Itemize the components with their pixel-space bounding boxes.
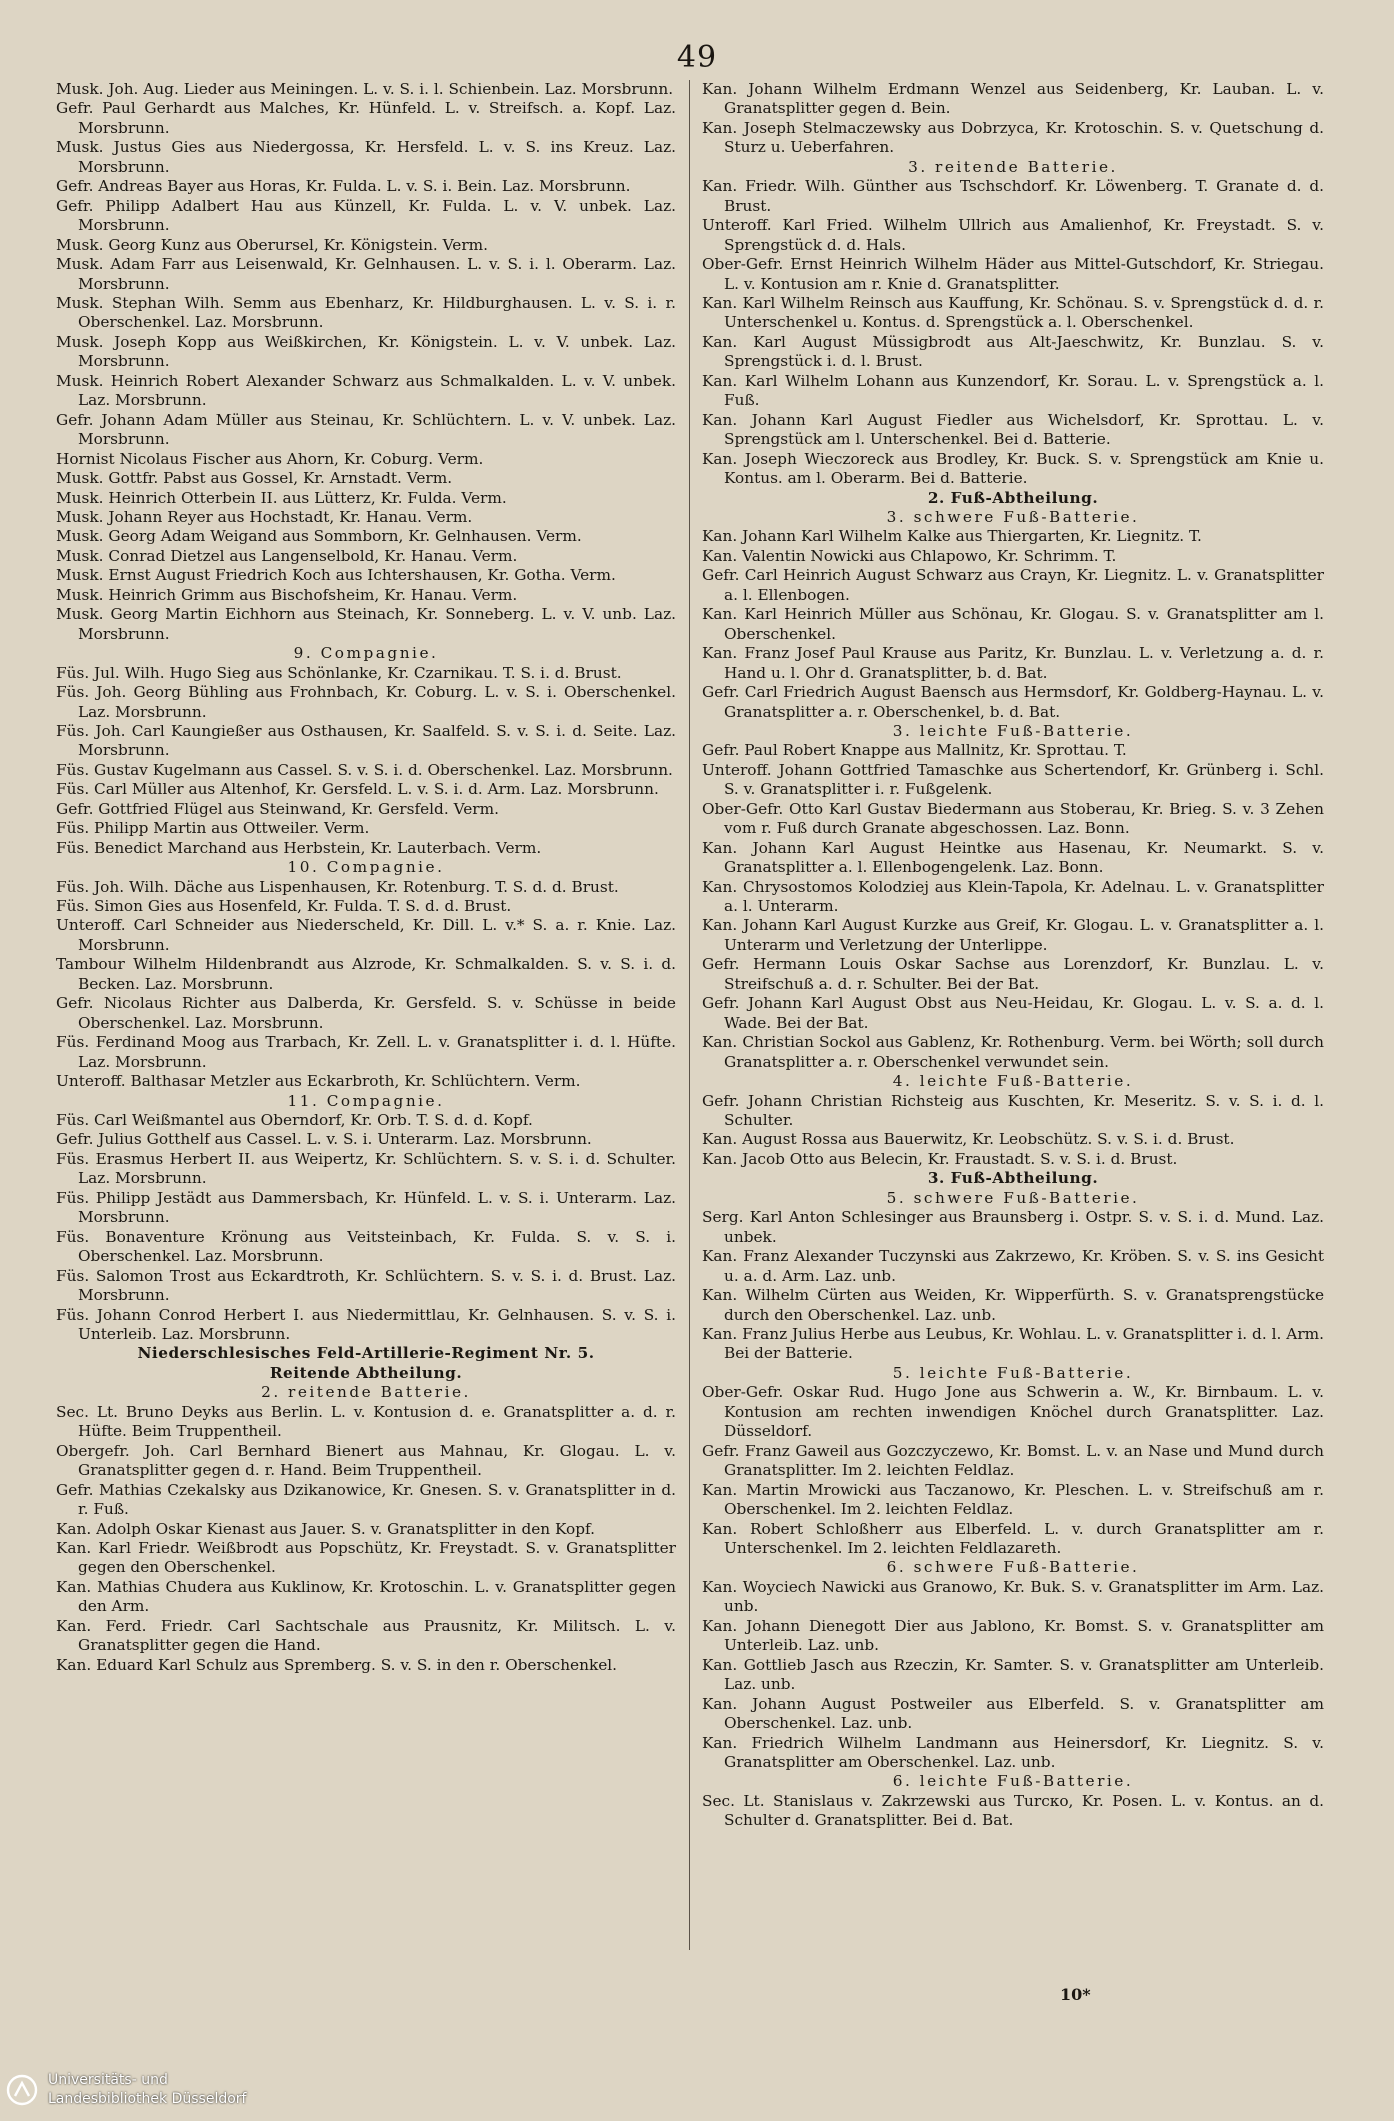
casualty-entry: Kan. Johann Karl August Kurzke aus Greif, Kr. Glogau. L. v. Granatsplitter a. l. Unterarm und Verletzung der Unterlippe. [702, 916, 1324, 954]
casualty-entry: Kan. August Rossa aus Bauerwitz, Kr. Leobschütz. S. v. S. i. d. Brust. [702, 1130, 1235, 1149]
casualty-entry: Gefr. Gottfried Flügel aus Steinwand, Kr. Gersfeld. Verm. [56, 799, 499, 818]
casualty-entry: Kan. Johann Wilhelm Erdmann Wenzel aus Seidenberg, Kr. Lauban. L. v. Granatsplitter gegen d. Bein. [702, 80, 1324, 118]
casualty-entry: Gefr. Andreas Bayer aus Horas, Kr. Fulda. L. v. S. i. Bein. Laz. Morsbrunn. [56, 177, 631, 196]
casualty-entry: Gefr. Carl Heinrich August Schwarz aus Crayn, Kr. Liegnitz. L. v. Granatsplitter a. l. Ellenbogen. [702, 566, 1324, 604]
unit-subheading: 5. leichte Fuß-Batterie. [892, 1363, 1134, 1382]
casualty-entry: Kan. Franz Alexander Tuczynski aus Zakrzewo, Kr. Kröben. S. v. S. ins Gesicht u. a. d. Arm. Laz. unb. [702, 1247, 1324, 1285]
casualty-entry: Kan. Friedrich Wilhelm Landmann aus Heinersdorf, Kr. Liegnitz. S. v. Granatsplitter am Oberschenkel. Laz. unb. [702, 1733, 1324, 1771]
casualty-entry: Musk. Georg Adam Weigand aus Sommborn, Kr. Gelnhausen. Verm. [56, 527, 582, 546]
casualty-entry: Ober-Gefr. Otto Karl Gustav Biedermann aus Stoberau, Kr. Brieg. S. v. 3 Zehen vom r. Fuß durch Granate abgeschossen. Laz. Bonn. [702, 799, 1324, 838]
casualty-entry: Füs. Philipp Martin aus Ottweiler. Verm. [56, 819, 370, 838]
casualty-entry: Kan. Robert Schloßherr aus Elberfeld. L. v. durch Granatsplitter am r. Unterschenkel. Im 2. leichten Feldlazareth. [702, 1519, 1324, 1557]
casualty-entry: Kan. Joseph Wieczoreck aus Brodley, Kr. Buck. S. v. Sprengstück am Knie u. Kontus. am l. Oberarm. Bei d. Batterie. [702, 449, 1324, 488]
section-heading: 3. Fuß-Abtheilung. [927, 1169, 1099, 1188]
column-divider [689, 80, 690, 1950]
casualty-entry: Kan. Johann Dienegott Dier aus Jablono, Kr. Bomst. S. v. Granatsplitter am Unterleib. Laz. unb. [702, 1616, 1324, 1655]
unit-subheading: 5. schwere Fuß-Batterie. [886, 1188, 1140, 1207]
watermark-line-2: Landesbibliothek Düsseldorf [48, 2090, 247, 2107]
unit-subheading: 11. Compagnie. [287, 1091, 445, 1110]
unit-subheading: 3. schwere Fuß-Batterie. [886, 507, 1140, 526]
casualty-entry: Kan. Jacob Otto aus Belecin, Kr. Fraustadt. S. v. S. i. d. Brust. [702, 1149, 1178, 1168]
casualty-entry: Füs. Johann Conrod Herbert I. aus Niedermittlau, Kr. Gelnhausen. S. v. S. i. Unterleib. Laz. Morsbrunn. [56, 1305, 676, 1343]
casualty-entry: Musk. Stephan Wilh. Semm aus Ebenharz, Kr. Hildburghausen. L. v. S. i. r. Oberschenkel. Laz. Morsbrunn. [56, 293, 676, 332]
right-column [702, 80, 1324, 1831]
casualty-entry: Füs. Bonaventure Krönung aus Veitsteinbach, Kr. Fulda. S. v. S. i. Oberschenkel. Laz. Morsbrunn. [56, 1227, 676, 1266]
casualty-entry: Kan. Martin Mrowicki aus Taczanowo, Kr. Pleschen. L. v. Streifschuß am r. Oberschenkel. Im 2. leichten Feldlaz. [702, 1480, 1324, 1519]
casualty-entry: Musk. Adam Farr aus Leisenwald, Kr. Gelnhausen. L. v. S. i. l. Oberarm. Laz. Morsbrunn. [56, 255, 676, 293]
casualty-entry: Musk. Heinrich Grimm aus Bischofsheim, Kr. Hanau. Verm. [56, 585, 518, 604]
casualty-entry: Kan. Chrysostomos Kolodziej aus Klein-Tapola, Kr. Adelnau. L. v. Granatsplitter a. l. Unterarm. [702, 877, 1324, 916]
casualty-entry: Gefr. Nicolaus Richter aus Dalberda, Kr. Gersfeld. S. v. Schüsse in beide Oberschenkel. Laz. Morsbrunn. [56, 994, 676, 1032]
casualty-entry: Kan. Karl Wilhelm Reinsch aus Kauffung, Kr. Schönau. S. v. Sprengstück d. d. r. Unterschenkel u. Kontus. d. Sprengstück a. l. Oberschenkel. [702, 293, 1324, 332]
casualty-entry: Kan. Franz Julius Herbe aus Leubus, Kr. Wohlau. L. v. Granatsplitter i. d. l. Arm. Bei der Batterie. [702, 1325, 1324, 1363]
casualty-entry: Unteroff. Johann Gottfried Tamaschke aus Schertendorf, Kr. Grünberg i. Schl. S. v. Granatsplitter i. r. Fußgelenk. [702, 760, 1324, 799]
unit-subheading: 9. Compagnie. [293, 644, 439, 663]
casualty-entry: Gefr. Paul Robert Knappe aus Mallnitz, Kr. Sprottau. T. [702, 741, 1127, 760]
section-heading: Reitende Abtheilung. [269, 1363, 463, 1382]
casualty-entry: Füs. Ferdinand Moog aus Trarbach, Kr. Zell. L. v. Granatsplitter i. d. l. Hüfte. Laz. Morsbrunn. [56, 1033, 676, 1071]
casualty-entry: Unteroff. Carl Schneider aus Niederscheld, Kr. Dill. L. v.* S. a. r. Knie. Laz. Morsbrunn. [56, 916, 676, 954]
signature-mark: 10* [1060, 1985, 1091, 2004]
casualty-entry: Gefr. Johann Christian Richsteig aus Kuschten, Kr. Meseritz. S. v. S. i. d. l. Schulter. [702, 1091, 1324, 1130]
watermark-line-1: Universitäts- und [48, 2071, 168, 2088]
casualty-entry: Füs. Gustav Kugelmann aus Cassel. S. v. S. i. d. Oberschenkel. Laz. Morsbrunn. [56, 760, 673, 779]
casualty-entry: Gefr. Carl Friedrich August Baensch aus Hermsdorf, Kr. Goldberg-Haynau. L. v. Granatsplitter a. r. Oberschenkel, b. d. Bat. [702, 683, 1324, 721]
casualty-entry: Sec. Lt. Bruno Deyks aus Berlin. L. v. Kontusion d. e. Granatsplitter a. d. r. Hüfte. Beim Truppentheil. [56, 1402, 676, 1441]
unit-subheading: 3. leichte Fuß-Batterie. [892, 721, 1134, 740]
casualty-entry: Gefr. Philipp Adalbert Hau aus Künzell, Kr. Fulda. L. v. V. unbek. Laz. Morsbrunn. [56, 196, 676, 235]
casualty-entry: Musk. Georg Martin Eichhorn aus Steinach, Kr. Sonneberg. L. v. V. unb. Laz. Morsbrunn. [56, 605, 676, 643]
casualty-entry: Füs. Joh. Carl Kaungießer aus Osthausen, Kr. Saalfeld. S. v. S. i. d. Seite. Laz. Morsbrunn. [56, 721, 676, 760]
casualty-entry: Gefr. Julius Gotthelf aus Cassel. L. v. S. i. Unterarm. Laz. Morsbrunn. [56, 1130, 592, 1149]
casualty-entry: Füs. Benedict Marchand aus Herbstein, Kr. Lauterbach. Verm. [56, 838, 542, 857]
casualty-entry: Ober-Gefr. Ernst Heinrich Wilhelm Häder aus Mittel-Gutschdorf, Kr. Striegau. L. v. Kontusion am r. Knie d. Granatsplitter. [702, 255, 1324, 293]
left-column [56, 80, 676, 1675]
casualty-entry: Musk. Joseph Kopp aus Weißkirchen, Kr. Königstein. L. v. V. unbek. Laz. Morsbrunn. [56, 332, 676, 371]
casualty-entry: Füs. Jul. Wilh. Hugo Sieg aus Schönlanke, Kr. Czarnikau. T. S. i. d. Brust. [56, 663, 622, 682]
casualty-entry: Kan. Joseph Stelmaczewsky aus Dobrzyca, Kr. Krotoschin. S. v. Quetschung d. Sturz u. Ueberfahren. [702, 118, 1324, 157]
casualty-entry: Gefr. Paul Gerhardt aus Malches, Kr. Hünfeld. L. v. Streifsch. a. Kopf. Laz. Morsbrunn. [56, 99, 676, 137]
casualty-entry: Kan. Eduard Karl Schulz aus Spremberg. S. v. S. in den r. Oberschenkel. [56, 1655, 618, 1674]
ulb-logo-icon [6, 2074, 38, 2106]
casualty-entry: Unteroff. Balthasar Metzler aus Eckarbroth, Kr. Schlüchtern. Verm. [56, 1072, 581, 1091]
casualty-entry: Unteroff. Karl Fried. Wilhelm Ullrich aus Amalienhof, Kr. Freystadt. S. v. Sprengstück d. d. Hals. [702, 216, 1324, 254]
casualty-entry: Sec. Lt. Stanislaus v. Zakrzewski aus Turско, Kr. Posen. L. v. Kontus. an d. Schulter d. Granatsplitter. Bei d. Bat. [702, 1791, 1324, 1830]
casualty-entry: Kan. Friedr. Wilh. Günther aus Tschschdorf. Kr. Löwenberg. T. Granate d. d. Brust. [702, 177, 1324, 215]
unit-subheading: 6. leichte Fuß-Batterie. [892, 1772, 1134, 1791]
page-number: 49 [676, 40, 718, 75]
casualty-entry: Tambour Wilhelm Hildenbrandt aus Alzrode, Kr. Schmalkalden. S. v. S. i. d. Becken. Laz. Morsbrunn. [56, 955, 676, 993]
unit-subheading: 2. reitende Batterie. [261, 1383, 471, 1402]
casualty-entry: Musk. Gottfr. Pabst aus Gossel, Kr. Arnstadt. Verm. [56, 469, 453, 488]
casualty-entry: Füs. Joh. Wilh. Däche aus Lispenhausen, Kr. Rotenburg. T. S. d. d. Brust. [56, 877, 619, 896]
casualty-entry: Kan. Franz Josef Paul Krause aus Paritz, Kr. Bunzlau. L. v. Verletzung a. d. r. Hand u. l. Ohr d. Granatsplitter, b. d. Bat. [702, 644, 1324, 682]
casualty-entry: Serg. Karl Anton Schlesinger aus Braunsberg i. Ostpr. S. v. S. i. d. Mund. Laz. unbek. [702, 1208, 1324, 1246]
casualty-entry: Musk. Justus Gies aus Niedergossa, Kr. Hersfeld. L. v. S. ins Kreuz. Laz. Morsbrunn. [56, 138, 676, 176]
casualty-entry: Kan. Christian Sockol aus Gablenz, Kr. Rothenburg. Verm. bei Wörth; soll durch Granatsplitter a. r. Oberschenkel verwundet sein. [702, 1033, 1324, 1071]
unit-subheading: 10. Compagnie. [287, 858, 445, 877]
casualty-entry: Musk. Heinrich Otterbein II. aus Lütterz, Kr. Fulda. Verm. [56, 488, 507, 507]
casualty-entry: Gefr. Hermann Louis Oskar Sachse aus Lorenzdorf, Kr. Bunzlau. L. v. Streifschuß a. d. r. Schulter. Bei der Bat. [702, 955, 1324, 993]
casualty-entry: Kan. Ferd. Friedr. Carl Sachtschale aus Prausnitz, Kr. Militsch. L. v. Granatsplitter gegen die Hand. [56, 1616, 676, 1655]
section-heading: Niederschlesisches Feld-Artillerie-Regiment Nr. 5. [137, 1344, 595, 1363]
casualty-entry: Gefr. Franz Gaweil aus Gozczyczewo, Kr. Bomst. L. v. an Nase und Mund durch Granatsplitter. Im 2. leichten Feldlaz. [702, 1441, 1324, 1480]
casualty-entry: Gefr. Mathias Czekalsky aus Dzikanowice, Kr. Gnesen. S. v. Granatsplitter in d. r. Fuß. [56, 1480, 676, 1519]
casualty-entry: Kan. Karl Heinrich Müller aus Schönau, Kr. Glogau. S. v. Granatsplitter am l. Oberschenkel. [702, 605, 1324, 643]
watermark-text [48, 2071, 246, 2109]
casualty-entry: Kan. Gottlieb Jasch aus Rzeczin, Kr. Samter. S. v. Granatsplitter am Unterleib. Laz. unb. [702, 1655, 1324, 1694]
casualty-entry: Füs. Erasmus Herbert II. aus Weipertz, Kr. Schlüchtern. S. v. S. i. d. Schulter. Laz. Morsbrunn. [56, 1149, 676, 1188]
unit-subheading: 4. leichte Fuß-Batterie. [892, 1072, 1134, 1091]
casualty-entry: Füs. Simon Gies aus Hosenfeld, Kr. Fulda. T. S. d. d. Brust. [56, 897, 512, 916]
library-watermark [0, 2058, 300, 2121]
section-heading: 2. Fuß-Abtheilung. [927, 488, 1099, 507]
casualty-entry: Ober-Gefr. Oskar Rud. Hugo Jone aus Schwerin a. W., Kr. Birnbaum. L. v. Kontusion am rechten inwendigen Knöchel durch Granatsplitter. Laz. Düsseldorf. [702, 1383, 1324, 1441]
casualty-entry: Füs. Salomon Trost aus Eckardtroth, Kr. Schlüchtern. S. v. S. i. d. Brust. Laz. Morsbrunn. [56, 1266, 676, 1305]
casualty-entry: Gefr. Johann Karl August Obst aus Neu-Heidau, Kr. Glogau. L. v. S. a. d. l. Wade. Bei der Bat. [702, 994, 1324, 1032]
casualty-entry: Kan. Johann August Postweiler aus Elberfeld. S. v. Granatsplitter am Oberschenkel. Laz. unb. [702, 1694, 1324, 1733]
casualty-entry: Füs. Joh. Georg Bühling aus Frohnbach, Kr. Coburg. L. v. S. i. Oberschenkel. Laz. Morsbrunn. [56, 683, 676, 721]
unit-subheading: 3. reitende Batterie. [908, 157, 1118, 176]
casualty-entry: Füs. Carl Weißmantel aus Oberndorf, Kr. Orb. T. S. d. d. Kopf. [56, 1111, 533, 1130]
casualty-entry: Kan. Valentin Nowicki aus Chlapowo, Kr. Schrimm. T. [702, 546, 1117, 565]
casualty-entry: Musk. Conrad Dietzel aus Langenselbold, Kr. Hanau. Verm. [56, 546, 518, 565]
casualty-entry: Musk. Joh. Aug. Lieder aus Meiningen. L. v. S. i. l. Schienbein. Laz. Morsbrunn. [56, 80, 674, 98]
casualty-entry: Kan. Karl August Müssigbrodt aus Alt-Jaeschwitz, Kr. Bunzlau. S. v. Sprengstück i. d. l. Brust. [702, 332, 1324, 371]
casualty-entry: Kan. Adolph Oskar Kienast aus Jauer. S. v. Granatsplitter in den Kopf. [56, 1519, 596, 1538]
casualty-entry: Kan. Wilhelm Cürten aus Weiden, Kr. Wipperfürth. S. v. Granatsprengstücke durch den Oberschenkel. Laz. unb. [702, 1286, 1324, 1324]
casualty-entry: Musk. Heinrich Robert Alexander Schwarz aus Schmalkalden. L. v. V. unbek. Laz. Morsbrunn. [56, 371, 676, 410]
casualty-entry: Kan. Woyciech Nawicki aus Granowo, Kr. Buk. S. v. Granatsplitter im Arm. Laz. unb. [702, 1577, 1324, 1616]
casualty-entry: Füs. Philipp Jestädt aus Dammersbach, Kr. Hünfeld. L. v. S. i. Unterarm. Laz. Morsbrunn. [56, 1188, 676, 1227]
casualty-entry: Kan. Johann Karl August Heintke aus Hasenau, Kr. Neumarkt. S. v. Granatsplitter a. l. Ellenbogengelenk. Laz. Bonn. [702, 838, 1324, 877]
casualty-entry: Kan. Karl Friedr. Weißbrodt aus Popschütz, Kr. Freystadt. S. v. Granatsplitter gegen den Oberschenkel. [56, 1538, 676, 1577]
casualty-entry: Gefr. Johann Adam Müller aus Steinau, Kr. Schlüchtern. L. v. V. unbek. Laz. Morsbrunn. [56, 410, 676, 449]
casualty-entry: Musk. Georg Kunz aus Oberursel, Kr. Königstein. Verm. [56, 235, 489, 254]
casualty-entry: Obergefr. Joh. Carl Bernhard Bienert aus Mahnau, Kr. Glogau. L. v. Granatsplitter gegen d. r. Hand. Beim Truppentheil. [56, 1441, 676, 1480]
casualty-entry: Kan. Johann Karl Wilhelm Kalke aus Thiergarten, Kr. Liegnitz. T. [702, 527, 1202, 546]
casualty-entry: Hornist Nicolaus Fischer aus Ahorn, Kr. Coburg. Verm. [56, 449, 484, 468]
casualty-entry: Musk. Johann Reyer aus Hochstadt, Kr. Hanau. Verm. [56, 507, 473, 526]
casualty-entry: Füs. Carl Müller aus Altenhof, Kr. Gersfeld. L. v. S. i. d. Arm. Laz. Morsbrunn. [56, 780, 659, 799]
casualty-entry: Kan. Karl Wilhelm Lohann aus Kunzendorf, Kr. Sorau. L. v. Sprengstück a. l. Fuß. [702, 371, 1324, 410]
casualty-entry: Kan. Johann Karl August Fiedler aus Wichelsdorf, Kr. Sprottau. L. v. Sprengstück am l. Unterschenkel. Bei d. Batterie. [702, 410, 1324, 449]
unit-subheading: 6. schwere Fuß-Batterie. [886, 1558, 1140, 1577]
casualty-entry: Kan. Mathias Chudera aus Kuklinow, Kr. Krotoschin. L. v. Granatsplitter gegen den Arm. [56, 1577, 676, 1616]
casualty-entry: Musk. Ernst August Friedrich Koch aus Ichtershausen, Kr. Gotha. Verm. [56, 566, 616, 585]
